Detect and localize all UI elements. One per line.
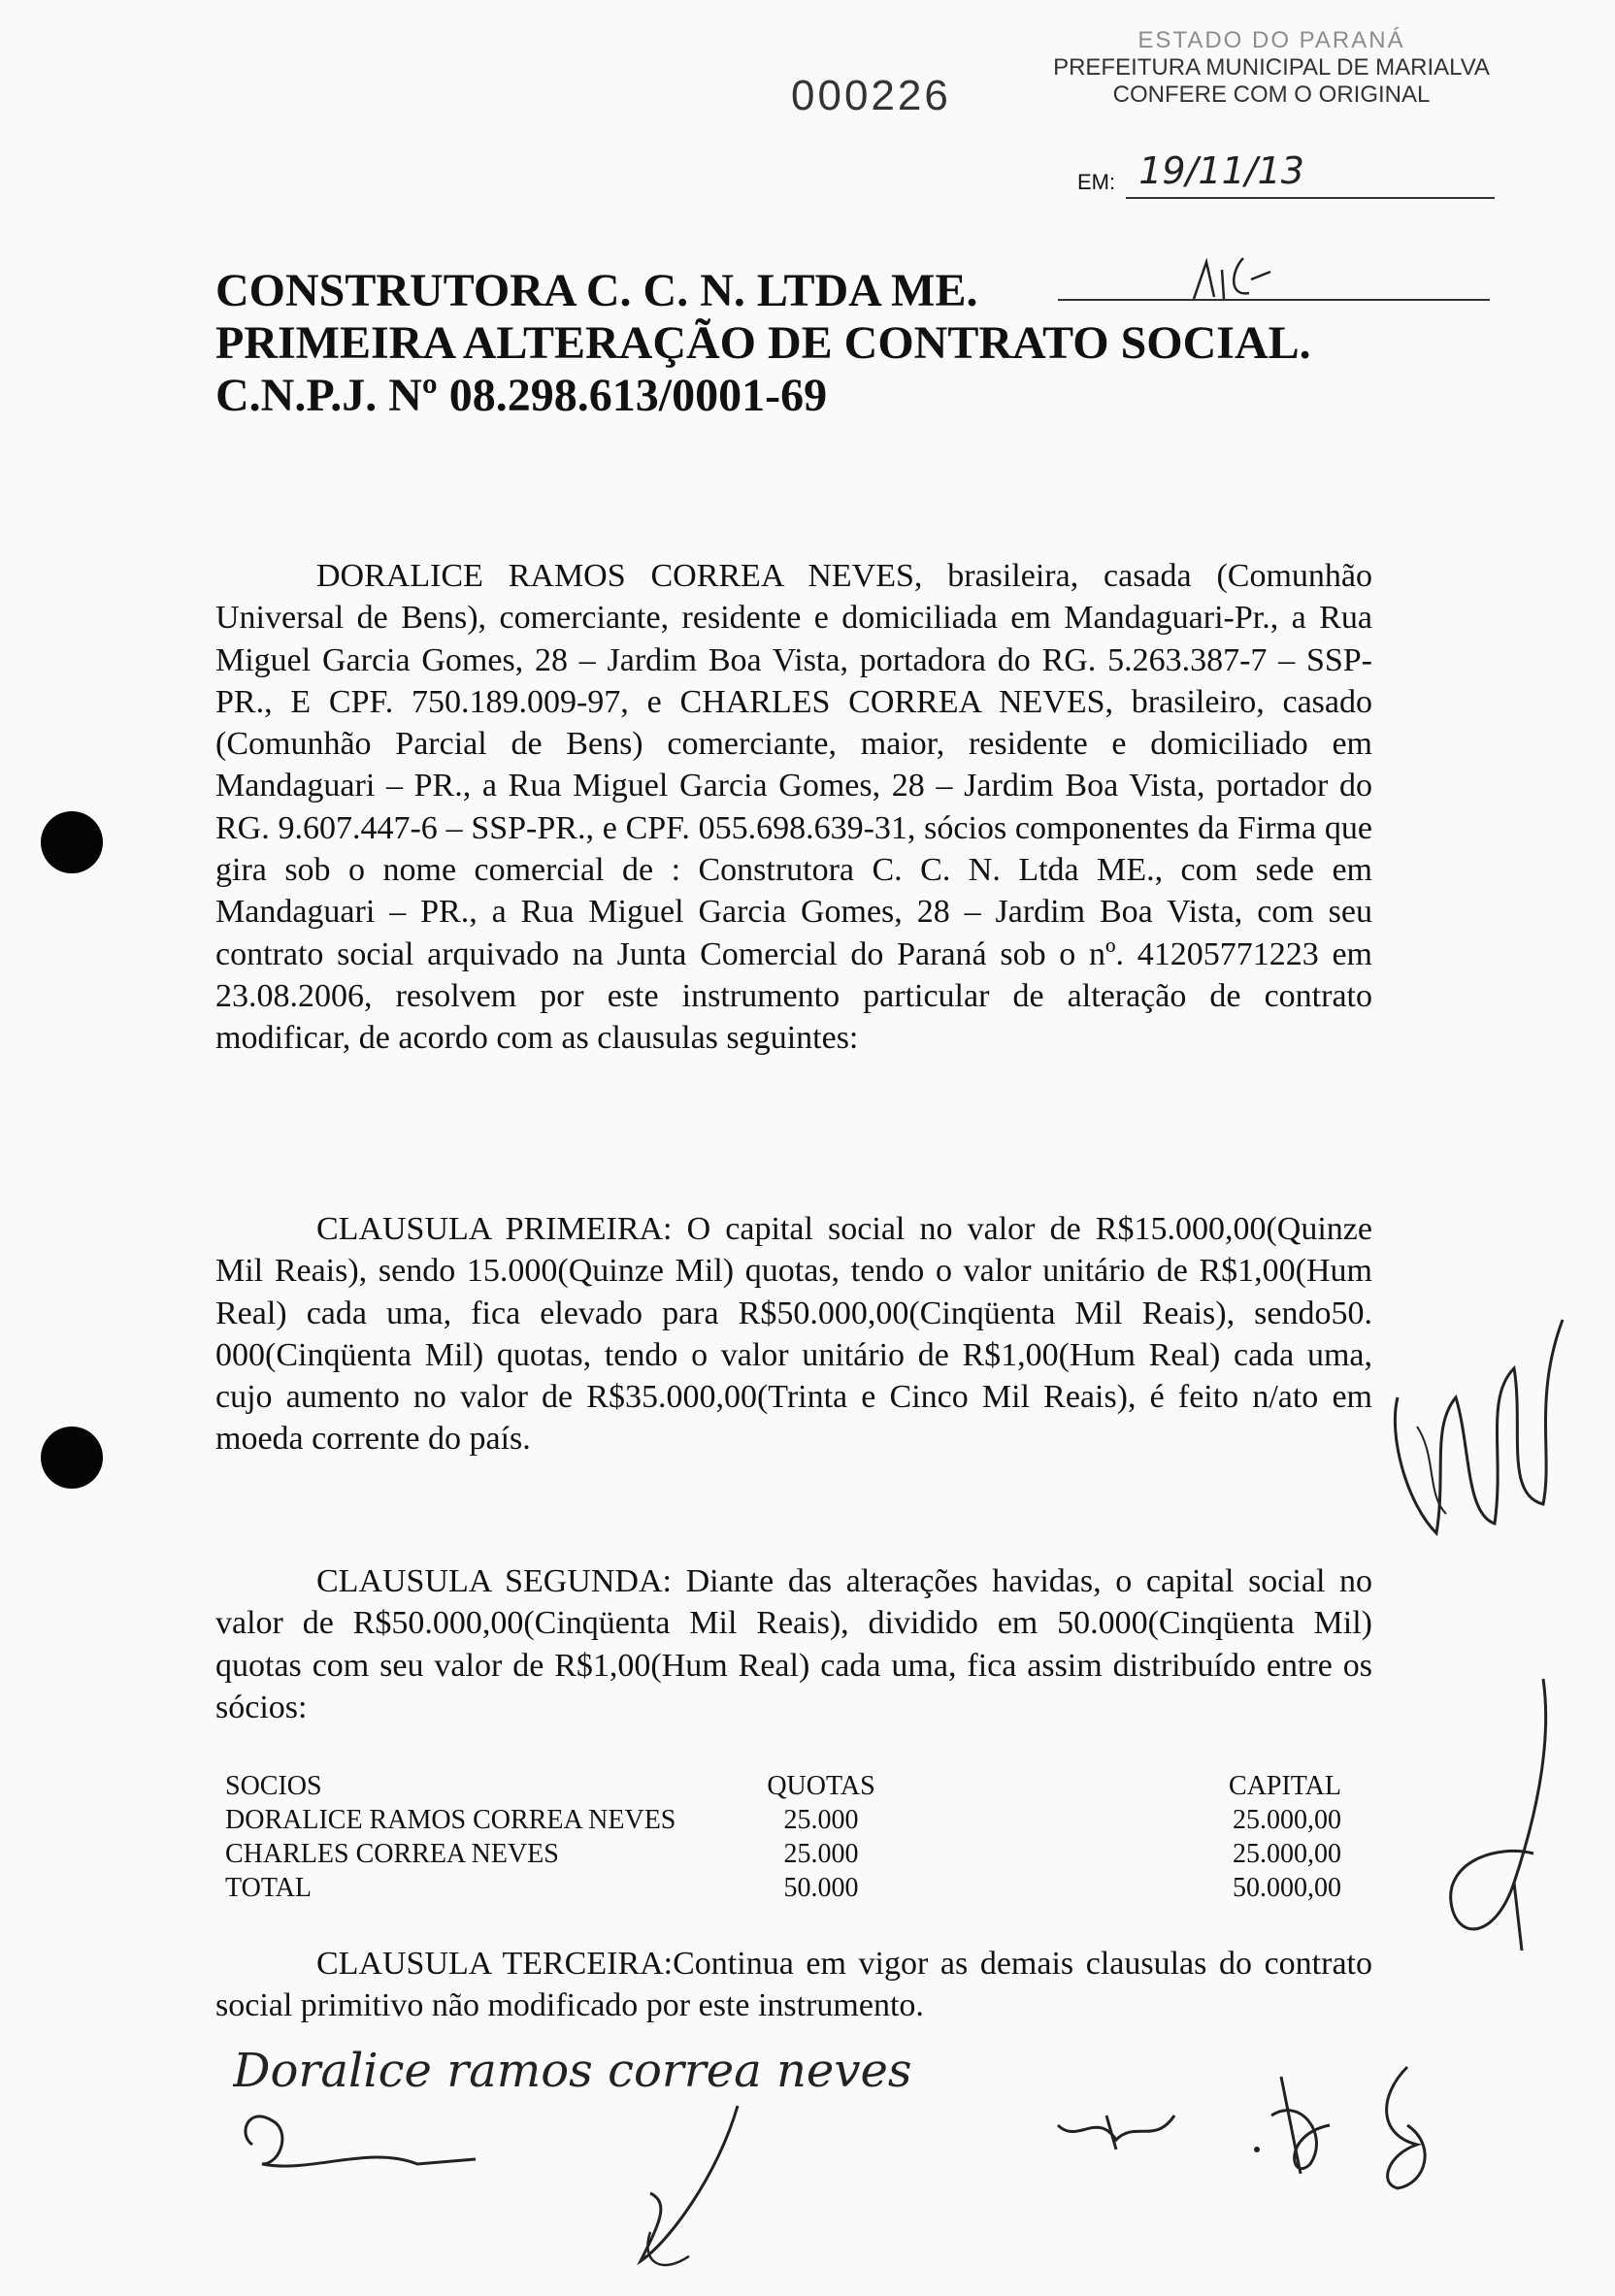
- table-cell: 50.000: [783, 1873, 859, 1903]
- stamp-date-value: 19/11/13: [1138, 149, 1304, 192]
- clause-two-text: CLAUSULA SEGUNDA: Diante das alterações havidas, o capital social no valor de R$50.000,00(Cinqüenta Mil Reais), dividido em 50.000(Cinqüenta Mil) quotas com seu valor de R$1,00(Hum Real) cada uma, fica assim distribuído entre os sócios:: [215, 1563, 1372, 1725]
- intro-paragraph: [215, 555, 1372, 1060]
- cnpj: C.N.P.J. Nº 08.298.613/0001-69: [215, 370, 828, 421]
- partners-table: [225, 1771, 1341, 1907]
- table-cell: TOTAL: [225, 1873, 313, 1903]
- company-name: CONSTRUTORA C. C. N. LTDA ME.: [215, 265, 978, 316]
- stamp-prefecture: PREFEITURA MUNICIPAL DE MARIALVA: [1053, 54, 1490, 81]
- page-number: 000226: [791, 72, 951, 119]
- stamp-date-label: EM:: [1077, 170, 1116, 194]
- document-title: PRIMEIRA ALTERAÇÃO DE CONTRATO SOCIAL.: [215, 317, 1311, 369]
- punch-hole: [41, 811, 103, 873]
- stamp-date: [1077, 149, 1304, 198]
- margin-signature: [1436, 1669, 1563, 1960]
- rubric-initials: [1189, 250, 1276, 309]
- table-row: [225, 1839, 1341, 1873]
- table-cell: 25.000,00: [1233, 1839, 1341, 1869]
- table-cell: 50.000,00: [1233, 1873, 1341, 1903]
- punch-hole: [41, 1427, 103, 1489]
- clause-one-text: CLAUSULA PRIMEIRA: O capital social no valor de R$15.000,00(Quinze Mil Reais), sendo 15.000(Quinze Mil) quotas, tendo o valor unitário de R$1,00(Hum Real) cada uma, fica elevado para R$50.000,00(Cinqüenta Mil Reais), sendo50. 000(Cinqüenta Mil) quotas, tendo o valor unitário de R$1,00(Hum Real) cada uma, cujo aumento no valor de R$35.000,00(Trinta e Cinco Mil Reais), é feito n/ato em moeda corrente do país.: [215, 1211, 1372, 1458]
- table-row: [225, 1873, 1341, 1907]
- margin-signature: [1378, 1281, 1572, 1562]
- table-header-row: [225, 1771, 1341, 1805]
- table-row: [225, 1805, 1341, 1839]
- table-header-cell: QUOTAS: [767, 1771, 875, 1801]
- table-header-cell: CAPITAL: [1229, 1771, 1341, 1801]
- table-cell: CHARLES CORREA NEVES: [225, 1839, 559, 1869]
- stamp-confere: CONFERE COM O ORIGINAL: [1112, 82, 1431, 108]
- table-header-cell: SOCIOS: [225, 1771, 322, 1801]
- stamp-date-line: [1126, 197, 1495, 199]
- table-cell: DORALICE RAMOS CORREA NEVES: [225, 1805, 676, 1835]
- intro-text: DORALICE RAMOS CORREA NEVES, brasileira, casada (Comunhão Universal de Bens), comerciante, residente e domiciliada em Mandaguari-Pr., a Rua Miguel Garcia Gomes, 28 – Jardim Boa Vista, portadora do RG. 5.263.387-7 – SSP-PR., E CPF. 750.189.009-97, e CHARLES CORREA NEVES, brasileiro, casado (Comunhão Parcial de Bens) comerciante, maior, residente e domiciliado em Mandaguari – PR., a Rua Miguel Garcia Gomes, 28 – Jardim Boa Vista, portador do RG. 9.607.447-6 – SSP-PR., e CPF. 055.698.639-31, sócios componentes da Firma que gira sob o nome comercial de : Construtora C. C. N. Ltda ME., com sede em Mandaguari – PR., a Rua Miguel Garcia Gomes, 28 – Jardim Boa Vista, com seu contrato social arquivado na Junta Comercial do Paraná sob o nº. 41205771223 em 23.08.2006, resolvem por este instrumento particular de alteração de contrato modificar, de acordo com as clausulas seguintes:: [215, 558, 1372, 1057]
- signature-doralice: [233, 2028, 961, 2290]
- stamp-state: ESTADO DO PARANÁ: [1137, 27, 1405, 53]
- clause-three: [215, 1943, 1372, 2027]
- clause-three-text: CLAUSULA TERCEIRA:Continua em vigor as demais clausulas do contrato social primitivo não modificado por este instrumento.: [215, 1946, 1372, 2024]
- clause-two: [215, 1560, 1372, 1728]
- signature-doralice-text: Doralice ramos correa neves: [233, 2044, 912, 2098]
- signature-charles: [1048, 2057, 1456, 2193]
- table-cell: 25.000,00: [1233, 1805, 1341, 1835]
- authentication-stamp: [1019, 27, 1524, 109]
- table-cell: 25.000: [783, 1839, 859, 1869]
- table-cell: 25.000: [783, 1805, 859, 1835]
- clause-one: [215, 1208, 1372, 1460]
